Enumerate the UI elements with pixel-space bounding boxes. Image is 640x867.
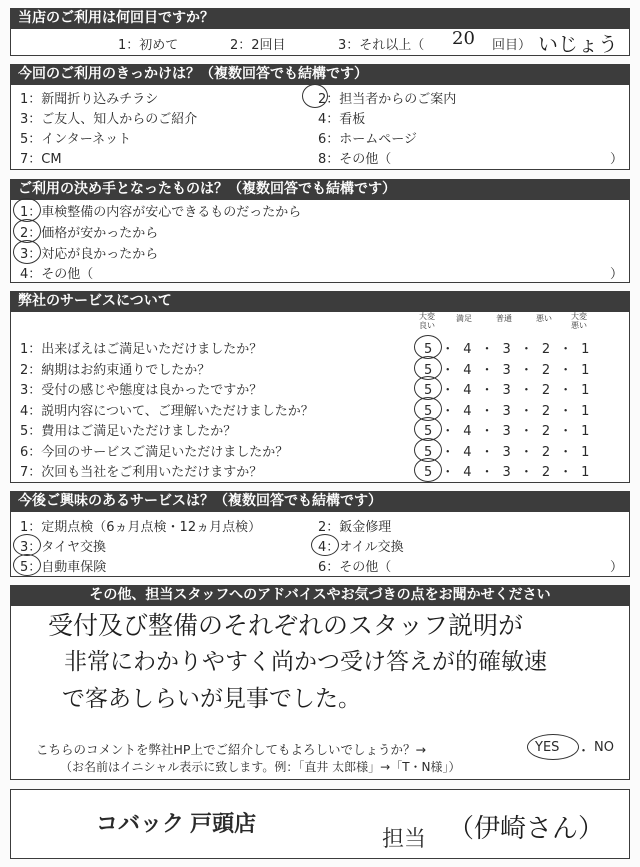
q2-option-2-circle <box>302 84 328 108</box>
q1-option-1[interactable]: 1：初めて <box>118 38 179 53</box>
q2-option-2[interactable]: 2：担当者からのご案内 <box>318 92 457 107</box>
q4-scale-1[interactable]: 5・4・3・2・1 <box>424 342 599 357</box>
q3-option-4[interactable]: 4：その他（ <box>20 267 94 282</box>
store-name: コバック 戸頭店 <box>96 811 257 836</box>
q1-box <box>10 28 630 56</box>
q6-comment-line-3: で客あしらいが見事でした。 <box>62 686 361 712</box>
q6-comment-line-2: 非常にわかりやすく尚かつ受け答えが的確敏速 <box>64 649 547 675</box>
consent-question: こちらのコメントを弊社HP上でご紹介してもよろしいでしょうか？→ <box>36 742 426 757</box>
q4-scale-7[interactable]: 5・4・3・2・1 <box>424 465 599 480</box>
q3-option-3[interactable]: 3：対応が良かったから <box>20 247 159 262</box>
initials-note: （お名前はイニシャル表示に致します。例：「直井 太郎様」→「T・N様」） <box>60 760 461 774</box>
q1-option-2[interactable]: 2：2回目 <box>230 38 286 53</box>
q5-option-3[interactable]: 3：タイヤ交換 <box>20 540 107 555</box>
scale-header-1: 大変悪い <box>571 312 587 330</box>
q1-handwritten-note: いじょう <box>538 32 618 56</box>
q4-question-1: 1：出来ばえはご満足いただけましたか？ <box>20 342 263 357</box>
q2-option-7[interactable]: 7：CM <box>20 152 62 167</box>
q5-option-6-close: ） <box>610 560 624 575</box>
no-option[interactable]: NO <box>594 740 614 755</box>
scale-header-5: 大変良い <box>419 312 435 330</box>
q5-option-1[interactable]: 1：定期点検（6ヵ月点検・12ヵ月点検） <box>20 520 262 535</box>
tanto-label: 担当 <box>382 827 427 852</box>
q5-option-4[interactable]: 4：オイル交換 <box>318 540 404 555</box>
q1-option-3-suffix: 回目） <box>492 38 532 53</box>
q2-option-3[interactable]: 3：ご友人、知人からのご紹介 <box>20 112 198 127</box>
q2-option-1[interactable]: 1：新聞折り込みチラシ <box>20 92 159 107</box>
q4-scale-4[interactable]: 5・4・3・2・1 <box>424 403 599 419</box>
q1-handwritten-count: 20 <box>452 28 475 49</box>
q6-comment-line-1: 受付及び整備のそれぞれのスタッフ説明が <box>48 611 524 640</box>
q2-option-6[interactable]: 6：ホームページ <box>318 132 418 147</box>
q4-question-4: 4：説明内容について、ご理解いただけましたか？ <box>20 403 314 419</box>
q2-option-8[interactable]: 8：その他（ <box>318 152 392 167</box>
q5-option-6[interactable]: 6：その他（ <box>318 560 392 575</box>
q2-option-4[interactable]: 4：看板 <box>318 112 366 127</box>
yes-no-separator: ・ <box>577 744 591 759</box>
q4-selected-circle-7 <box>414 458 442 482</box>
tanto-name: （伊崎さん） <box>448 814 605 844</box>
q4-header: 弊社のサービスについて <box>10 291 630 311</box>
q5-option-5[interactable]: 5：自動車保険 <box>20 560 107 575</box>
q1-option-3[interactable]: 3：それ以上（ <box>338 38 425 53</box>
q3-option-1[interactable]: 1：車検整備の内容が安心できるものだったから <box>20 205 302 220</box>
q4-question-7: 7：次回も当社をご利用いただけますか？ <box>20 465 263 480</box>
q5-header: 今後ご興味のあるサービスは？（複数回答でも結構です） <box>10 491 630 511</box>
q3-option-4-close: ） <box>610 267 624 282</box>
q4-scale-5[interactable]: 5・4・3・2・1 <box>424 424 599 439</box>
scale-header-4: 満足 <box>456 314 472 323</box>
q4-scale-2[interactable]: 5・4・3・2・1 <box>424 362 599 378</box>
scale-header-3: 普通 <box>496 314 512 323</box>
q3-header: ご利用の決め手となったものは？（複数回答でも結構です） <box>10 179 630 199</box>
q4-question-3: 3：受付の感じや態度は良かったですか？ <box>20 383 263 398</box>
q4-scale-6[interactable]: 5・4・3・2・1 <box>424 444 599 460</box>
q5-option-2[interactable]: 2：鈑金修理 <box>318 520 392 535</box>
q2-option-8-close: ） <box>610 152 624 167</box>
q2-header: 今回のご利用のきっかけは？（複数回答でも結構です） <box>10 64 630 84</box>
q2-option-5[interactable]: 5：インターネット <box>20 132 132 147</box>
q4-question-5: 5：費用はご満足いただけましたか？ <box>20 424 237 439</box>
scale-header-2: 悪い <box>536 314 552 323</box>
yes-option[interactable]: YES <box>535 740 560 755</box>
q6-header: その他、担当スタッフへのアドバイスやお気づきの点をお聞かせください <box>10 585 630 605</box>
q4-scale-3[interactable]: 5・4・3・2・1 <box>424 383 599 398</box>
q4-question-2: 2：納期はお約束通りでしたか？ <box>20 362 211 378</box>
q4-question-6: 6：今回のサービスご満足いただけましたか？ <box>20 444 289 460</box>
q3-option-2[interactable]: 2：価格が安かったから <box>20 226 159 241</box>
q1-header: 当店のご利用は何回目ですか？ <box>10 8 630 28</box>
